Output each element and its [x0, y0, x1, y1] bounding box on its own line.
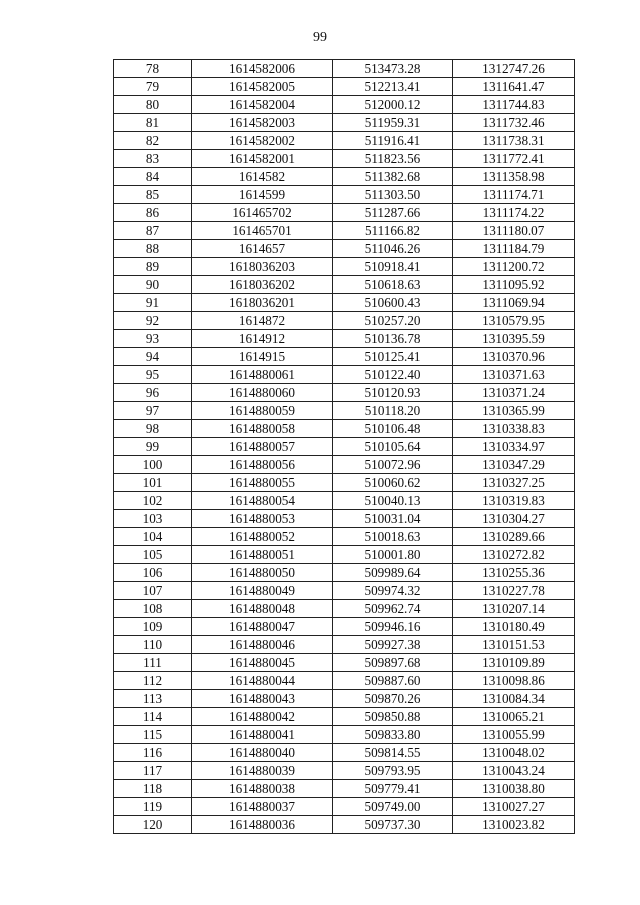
point-id-cell: 1614880054 — [192, 492, 333, 510]
table-row — [114, 330, 575, 348]
x-coordinate-cell: 509946.16 — [333, 618, 453, 636]
x-coordinate-cell: 509870.26 — [333, 690, 453, 708]
row-number-cell: 84 — [114, 168, 192, 186]
y-coordinate-cell: 1311732.46 — [453, 114, 575, 132]
table-row — [114, 600, 575, 618]
point-id-cell: 1614880061 — [192, 366, 333, 384]
point-id-cell: 1614880052 — [192, 528, 333, 546]
y-coordinate-cell: 1310255.36 — [453, 564, 575, 582]
y-coordinate-cell: 1310371.24 — [453, 384, 575, 402]
y-coordinate-cell: 1310371.63 — [453, 366, 575, 384]
row-number-cell: 108 — [114, 600, 192, 618]
x-coordinate-cell: 510136.78 — [333, 330, 453, 348]
y-coordinate-cell: 1310370.96 — [453, 348, 575, 366]
x-coordinate-cell: 509749.00 — [333, 798, 453, 816]
x-coordinate-cell: 511287.66 — [333, 204, 453, 222]
table-row — [114, 762, 575, 780]
y-coordinate-cell: 1311641.47 — [453, 78, 575, 96]
table-row — [114, 798, 575, 816]
point-id-cell: 1614880045 — [192, 654, 333, 672]
point-id-cell: 1614880056 — [192, 456, 333, 474]
point-id-cell: 1618036202 — [192, 276, 333, 294]
x-coordinate-cell: 510118.20 — [333, 402, 453, 420]
x-coordinate-cell: 510105.64 — [333, 438, 453, 456]
coordinates-table-body — [114, 60, 575, 834]
table-row — [114, 618, 575, 636]
x-coordinate-cell: 510001.80 — [333, 546, 453, 564]
row-number-cell: 112 — [114, 672, 192, 690]
point-id-cell: 1614880057 — [192, 438, 333, 456]
y-coordinate-cell: 1310395.59 — [453, 330, 575, 348]
y-coordinate-cell: 1310084.34 — [453, 690, 575, 708]
table-row — [114, 60, 575, 78]
row-number-cell: 117 — [114, 762, 192, 780]
point-id-cell: 1614880055 — [192, 474, 333, 492]
row-number-cell: 90 — [114, 276, 192, 294]
row-number-cell: 113 — [114, 690, 192, 708]
point-id-cell: 1614582003 — [192, 114, 333, 132]
x-coordinate-cell: 510120.93 — [333, 384, 453, 402]
row-number-cell: 89 — [114, 258, 192, 276]
x-coordinate-cell: 509962.74 — [333, 600, 453, 618]
table-row — [114, 150, 575, 168]
point-id-cell: 1614880041 — [192, 726, 333, 744]
page-number: 99 — [313, 30, 327, 45]
row-number-cell: 118 — [114, 780, 192, 798]
y-coordinate-cell: 1310227.78 — [453, 582, 575, 600]
row-number-cell: 101 — [114, 474, 192, 492]
y-coordinate-cell: 1311744.83 — [453, 96, 575, 114]
row-number-cell: 109 — [114, 618, 192, 636]
table-row — [114, 312, 575, 330]
point-id-cell: 161465701 — [192, 222, 333, 240]
row-number-cell: 116 — [114, 744, 192, 762]
table-row — [114, 780, 575, 798]
y-coordinate-cell: 1311772.41 — [453, 150, 575, 168]
row-number-cell: 85 — [114, 186, 192, 204]
x-coordinate-cell: 509927.38 — [333, 636, 453, 654]
table-row — [114, 420, 575, 438]
row-number-cell: 104 — [114, 528, 192, 546]
y-coordinate-cell: 1310098.86 — [453, 672, 575, 690]
x-coordinate-cell: 513473.28 — [333, 60, 453, 78]
x-coordinate-cell: 511916.41 — [333, 132, 453, 150]
table-row — [114, 204, 575, 222]
y-coordinate-cell: 1310109.89 — [453, 654, 575, 672]
point-id-cell: 1614880039 — [192, 762, 333, 780]
row-number-cell: 110 — [114, 636, 192, 654]
y-coordinate-cell: 1312747.26 — [453, 60, 575, 78]
y-coordinate-cell: 1310048.02 — [453, 744, 575, 762]
y-coordinate-cell: 1310365.99 — [453, 402, 575, 420]
row-number-cell: 103 — [114, 510, 192, 528]
table-row — [114, 708, 575, 726]
x-coordinate-cell: 511823.56 — [333, 150, 453, 168]
y-coordinate-cell: 1310180.49 — [453, 618, 575, 636]
point-id-cell: 1614880042 — [192, 708, 333, 726]
row-number-cell: 79 — [114, 78, 192, 96]
row-number-cell: 93 — [114, 330, 192, 348]
table-row — [114, 546, 575, 564]
x-coordinate-cell: 509974.32 — [333, 582, 453, 600]
point-id-cell: 1614880048 — [192, 600, 333, 618]
x-coordinate-cell: 511382.68 — [333, 168, 453, 186]
table-row — [114, 186, 575, 204]
row-number-cell: 82 — [114, 132, 192, 150]
x-coordinate-cell: 510072.96 — [333, 456, 453, 474]
point-id-cell: 1614880044 — [192, 672, 333, 690]
point-id-cell: 1618036203 — [192, 258, 333, 276]
x-coordinate-cell: 509989.64 — [333, 564, 453, 582]
point-id-cell: 1614880051 — [192, 546, 333, 564]
x-coordinate-cell: 509737.30 — [333, 816, 453, 834]
row-number-cell: 111 — [114, 654, 192, 672]
point-id-cell: 1614880049 — [192, 582, 333, 600]
row-number-cell: 86 — [114, 204, 192, 222]
table-row — [114, 528, 575, 546]
y-coordinate-cell: 1310579.95 — [453, 312, 575, 330]
point-id-cell: 1614582004 — [192, 96, 333, 114]
row-number-cell: 107 — [114, 582, 192, 600]
table-row — [114, 240, 575, 258]
y-coordinate-cell: 1310027.27 — [453, 798, 575, 816]
y-coordinate-cell: 1310272.82 — [453, 546, 575, 564]
x-coordinate-cell: 511303.50 — [333, 186, 453, 204]
row-number-cell: 102 — [114, 492, 192, 510]
y-coordinate-cell: 1310347.29 — [453, 456, 575, 474]
row-number-cell: 99 — [114, 438, 192, 456]
point-id-cell: 1618036201 — [192, 294, 333, 312]
point-id-cell: 1614880040 — [192, 744, 333, 762]
x-coordinate-cell: 509833.80 — [333, 726, 453, 744]
table-row — [114, 564, 575, 582]
table-row — [114, 402, 575, 420]
point-id-cell: 1614912 — [192, 330, 333, 348]
table-row — [114, 510, 575, 528]
row-number-cell: 80 — [114, 96, 192, 114]
y-coordinate-cell: 1311174.71 — [453, 186, 575, 204]
y-coordinate-cell: 1311200.72 — [453, 258, 575, 276]
x-coordinate-cell: 511166.82 — [333, 222, 453, 240]
x-coordinate-cell: 511046.26 — [333, 240, 453, 258]
x-coordinate-cell: 510106.48 — [333, 420, 453, 438]
point-id-cell: 1614880050 — [192, 564, 333, 582]
table-row — [114, 654, 575, 672]
row-number-cell: 114 — [114, 708, 192, 726]
table-row — [114, 474, 575, 492]
x-coordinate-cell: 510060.62 — [333, 474, 453, 492]
y-coordinate-cell: 1310043.24 — [453, 762, 575, 780]
y-coordinate-cell: 1310207.14 — [453, 600, 575, 618]
x-coordinate-cell: 509850.88 — [333, 708, 453, 726]
table-row — [114, 690, 575, 708]
point-id-cell: 1614582006 — [192, 60, 333, 78]
row-number-cell: 119 — [114, 798, 192, 816]
y-coordinate-cell: 1310151.53 — [453, 636, 575, 654]
table-row — [114, 366, 575, 384]
table-row — [114, 168, 575, 186]
point-id-cell: 1614880046 — [192, 636, 333, 654]
row-number-cell: 96 — [114, 384, 192, 402]
point-id-cell: 1614880043 — [192, 690, 333, 708]
table-row — [114, 744, 575, 762]
x-coordinate-cell: 509779.41 — [333, 780, 453, 798]
coordinates-table — [113, 59, 575, 834]
row-number-cell: 105 — [114, 546, 192, 564]
point-id-cell: 1614880038 — [192, 780, 333, 798]
table-row — [114, 96, 575, 114]
y-coordinate-cell: 1310055.99 — [453, 726, 575, 744]
point-id-cell: 1614880058 — [192, 420, 333, 438]
x-coordinate-cell: 510257.20 — [333, 312, 453, 330]
x-coordinate-cell: 510600.43 — [333, 294, 453, 312]
table-row — [114, 276, 575, 294]
y-coordinate-cell: 1311184.79 — [453, 240, 575, 258]
point-id-cell: 1614599 — [192, 186, 333, 204]
table-row — [114, 456, 575, 474]
point-id-cell: 1614582 — [192, 168, 333, 186]
row-number-cell: 100 — [114, 456, 192, 474]
x-coordinate-cell: 510122.40 — [333, 366, 453, 384]
point-id-cell: 1614880053 — [192, 510, 333, 528]
row-number-cell: 83 — [114, 150, 192, 168]
x-coordinate-cell: 511959.31 — [333, 114, 453, 132]
table-row — [114, 78, 575, 96]
x-coordinate-cell: 510125.41 — [333, 348, 453, 366]
row-number-cell: 92 — [114, 312, 192, 330]
y-coordinate-cell: 1310327.25 — [453, 474, 575, 492]
y-coordinate-cell: 1311738.31 — [453, 132, 575, 150]
table-row — [114, 438, 575, 456]
row-number-cell: 87 — [114, 222, 192, 240]
x-coordinate-cell: 510040.13 — [333, 492, 453, 510]
row-number-cell: 81 — [114, 114, 192, 132]
point-id-cell: 1614915 — [192, 348, 333, 366]
x-coordinate-cell: 510031.04 — [333, 510, 453, 528]
row-number-cell: 120 — [114, 816, 192, 834]
point-id-cell: 1614880047 — [192, 618, 333, 636]
row-number-cell: 94 — [114, 348, 192, 366]
point-id-cell: 1614880059 — [192, 402, 333, 420]
table-row — [114, 726, 575, 744]
table-row — [114, 492, 575, 510]
y-coordinate-cell: 1310023.82 — [453, 816, 575, 834]
table-row — [114, 816, 575, 834]
y-coordinate-cell: 1310319.83 — [453, 492, 575, 510]
row-number-cell: 91 — [114, 294, 192, 312]
row-number-cell: 115 — [114, 726, 192, 744]
y-coordinate-cell: 1310304.27 — [453, 510, 575, 528]
row-number-cell: 97 — [114, 402, 192, 420]
row-number-cell: 88 — [114, 240, 192, 258]
point-id-cell: 1614582001 — [192, 150, 333, 168]
point-id-cell: 1614657 — [192, 240, 333, 258]
table-row — [114, 636, 575, 654]
table-row — [114, 672, 575, 690]
point-id-cell: 1614582005 — [192, 78, 333, 96]
point-id-cell: 1614582002 — [192, 132, 333, 150]
x-coordinate-cell: 509793.95 — [333, 762, 453, 780]
table-row — [114, 384, 575, 402]
y-coordinate-cell: 1310289.66 — [453, 528, 575, 546]
y-coordinate-cell: 1311358.98 — [453, 168, 575, 186]
x-coordinate-cell: 509897.68 — [333, 654, 453, 672]
table-row — [114, 132, 575, 150]
table-row — [114, 582, 575, 600]
x-coordinate-cell: 512000.12 — [333, 96, 453, 114]
y-coordinate-cell: 1311095.92 — [453, 276, 575, 294]
row-number-cell: 78 — [114, 60, 192, 78]
x-coordinate-cell: 510618.63 — [333, 276, 453, 294]
x-coordinate-cell: 509887.60 — [333, 672, 453, 690]
table-row — [114, 114, 575, 132]
point-id-cell: 1614880037 — [192, 798, 333, 816]
table-row — [114, 348, 575, 366]
y-coordinate-cell: 1310065.21 — [453, 708, 575, 726]
point-id-cell: 1614872 — [192, 312, 333, 330]
x-coordinate-cell: 509814.55 — [333, 744, 453, 762]
y-coordinate-cell: 1311174.22 — [453, 204, 575, 222]
table-row — [114, 258, 575, 276]
x-coordinate-cell: 510918.41 — [333, 258, 453, 276]
y-coordinate-cell: 1310338.83 — [453, 420, 575, 438]
point-id-cell: 161465702 — [192, 204, 333, 222]
row-number-cell: 98 — [114, 420, 192, 438]
y-coordinate-cell: 1310334.97 — [453, 438, 575, 456]
row-number-cell: 95 — [114, 366, 192, 384]
table-row — [114, 294, 575, 312]
y-coordinate-cell: 1310038.80 — [453, 780, 575, 798]
row-number-cell: 106 — [114, 564, 192, 582]
table-row — [114, 222, 575, 240]
point-id-cell: 1614880060 — [192, 384, 333, 402]
point-id-cell: 1614880036 — [192, 816, 333, 834]
x-coordinate-cell: 510018.63 — [333, 528, 453, 546]
x-coordinate-cell: 512213.41 — [333, 78, 453, 96]
y-coordinate-cell: 1311180.07 — [453, 222, 575, 240]
y-coordinate-cell: 1311069.94 — [453, 294, 575, 312]
